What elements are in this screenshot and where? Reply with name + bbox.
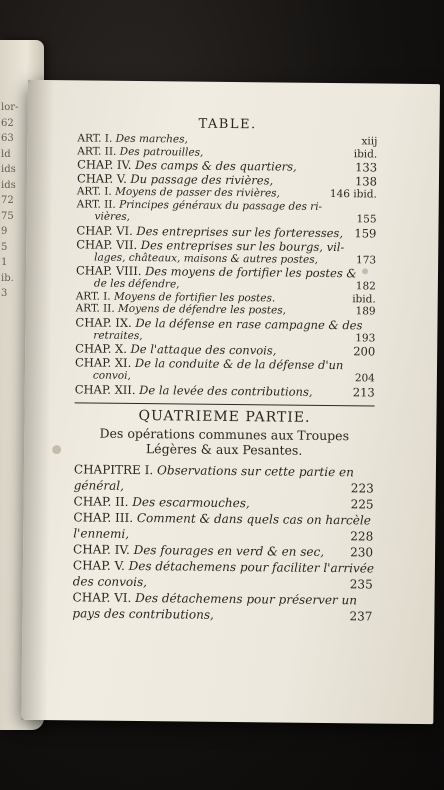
margin-fragment: 3 [1, 288, 8, 299]
margin-fragment: 9 [1, 226, 8, 237]
toc-entry-prefix: CHAP. IV. [73, 541, 134, 557]
margin-fragment: lor- [1, 102, 19, 113]
toc-entry-prefix: CHAP. III. [73, 509, 137, 525]
spine-shadow [21, 80, 54, 720]
toc-entry-title: Comment & dans quels cas on harcèle [136, 510, 371, 527]
page-title: TABLE. [198, 116, 257, 133]
toc-entry-prefix: ART. II. [75, 302, 119, 315]
toc-entry-title: Principes généraux du passage des ri- [119, 198, 323, 213]
toc-entry-prefix: CHAP. V. [72, 557, 129, 573]
margin-fragment: 63 [1, 133, 14, 144]
toc-entry-page: 189 [355, 305, 376, 318]
toc-entry-prefix: ART. I. [77, 132, 116, 145]
toc-entry-title: Des escarmouches, [132, 494, 250, 510]
section-divider [75, 402, 375, 406]
toc-entry-page: 223 [350, 480, 374, 495]
toc-entry-page: 213 [352, 384, 375, 399]
toc-entry-label [77, 132, 188, 146]
toc-entry-page: 155 [356, 213, 377, 226]
toc-entry-continuation-text: retraites, [93, 329, 143, 342]
margin-fragment: 75 [1, 210, 14, 222]
toc-entry-title: Des moyens de fortifier les postes & [145, 264, 357, 281]
toc-entry-title: Du passage des rivières, [130, 171, 274, 188]
toc-entry-label [75, 382, 313, 398]
toc-entry-prefix: CHAP. XI. [74, 355, 136, 370]
margin-fragment: ids [1, 164, 16, 175]
toc-entry-continuation-text: lages, châteaux, maisons & autres postes, [94, 251, 319, 266]
toc-entry-continuation-text: convoi, [92, 369, 131, 382]
toc-entry-page: 235 [349, 576, 373, 591]
toc-entry-page: 138 [354, 174, 378, 189]
toc-entry-page: 146 ibid. [329, 188, 377, 201]
toc-entry-continuation-text: général, [73, 477, 124, 493]
toc-entry-page: 237 [349, 608, 373, 623]
toc-entry-prefix: CHAP. VI. [72, 589, 136, 605]
toc-entry-prefix: CHAP. II. [73, 493, 133, 509]
toc-entry-title: Des patrouilles, [119, 145, 204, 159]
toc-entry-page: 182 [355, 280, 376, 293]
toc-entry-page: ibid. [352, 292, 376, 305]
toc-entry-page: 193 [355, 331, 376, 344]
toc-entry-title: Des détachemens pour préserver un [135, 590, 358, 607]
toc-entry-prefix: CHAP. IV. [77, 157, 136, 172]
margin-fragment: ld [1, 148, 11, 160]
toc-entry-continuation-text: pays des contributions, [72, 605, 214, 622]
page-content [72, 115, 377, 624]
toc-entry-title: Des entreprises sur les forteresses, [136, 223, 344, 240]
toc-entry-title: Des camps & des quartiers, [135, 157, 297, 174]
toc-entry-prefix: CHAP. IX. [75, 314, 136, 330]
margin-fragment: 62 [1, 117, 14, 129]
margin-fragment: 5 [1, 241, 8, 253]
part-title: QUATRIEME PARTIE. [138, 407, 311, 426]
toc-entry-prefix: CHAP. V. [76, 171, 131, 186]
toc-entry-prefix: CHAP. VI. [76, 222, 137, 238]
toc-entry-prefix: CHAP. X. [75, 341, 131, 356]
toc-entry-page: 204 [354, 372, 375, 385]
toc-entry-continuation-text: vières, [94, 210, 131, 223]
toc-entry-prefix: CHAP. VIII. [75, 263, 146, 279]
toc-entry-continuation [72, 605, 372, 624]
toc-entry-label [74, 493, 250, 511]
toc-entry-prefix: ART. II. [77, 144, 120, 158]
toc-entry-page: 133 [355, 160, 378, 175]
margin-fragment: ids [1, 179, 16, 191]
book-page [21, 80, 440, 724]
toc-entry [75, 382, 375, 399]
toc-entry-prefix: ART. I. [76, 185, 116, 198]
margin-fragment: 1 [1, 257, 8, 268]
toc-entry-page: 228 [350, 528, 374, 543]
upper-toc-list [75, 132, 378, 399]
toc-entry-page: 173 [356, 253, 377, 266]
page-stain [52, 445, 61, 454]
toc-entry-title: De la défense en rase campagne & des [135, 315, 363, 332]
toc-entry-title: De la conduite & de la défense d'un [134, 355, 344, 373]
toc-entry-title: Moyens de défendre les postes, [117, 302, 287, 317]
toc-entry-title: Des entreprises sur les bourgs, vil- [140, 237, 345, 254]
toc-entry-page: xiij [361, 135, 378, 148]
toc-entry-title: Observations sur cette partie en [156, 462, 354, 479]
toc-entry-title: Moyens de fortifier les postes. [113, 290, 276, 304]
margin-fragment: ib. [1, 272, 14, 284]
toc-entry-title: De la levée des contributions, [139, 382, 313, 399]
toc-entry-prefix: ART. II. [76, 197, 120, 211]
toc-entry-prefix: CHAP. XII. [74, 381, 140, 397]
toc-entry-prefix: ART. I. [75, 289, 115, 303]
toc-entry-title: Des fourages en verd & en sec, [133, 542, 325, 559]
toc-entry-prefix: CHAPITRE I. [73, 461, 158, 477]
toc-entry-page: 225 [350, 496, 374, 511]
toc-entry-title: De l'attaque des convois, [130, 341, 277, 358]
part-subtitle-line-1: Des opérations communes aux Troupes [99, 425, 350, 443]
toc-entry-page: 159 [354, 225, 377, 240]
toc-entry-title: Moyens de passer des rivières, [115, 185, 280, 200]
margin-fragment: 72 [1, 195, 14, 206]
toc-entry-prefix: CHAP. VII. [76, 236, 141, 252]
toc-entry-continuation-text: de les défendre, [93, 277, 180, 291]
toc-entry-title: Des détachemens pour faciliter l'arrivée [128, 558, 375, 575]
toc-entry-continuation-text: des convois, [72, 573, 148, 589]
part-subtitle-line-2: Légères & aux Pesantes. [145, 440, 303, 458]
toc-entry-page: 200 [353, 344, 376, 359]
toc-entry-title: Des marches, [115, 132, 188, 146]
toc-entry-page: ibid. [353, 147, 378, 161]
toc-entry-continuation-text: l'ennemi, [73, 525, 130, 541]
toc-entry-page: 230 [350, 544, 374, 559]
lower-toc-list [72, 461, 374, 624]
